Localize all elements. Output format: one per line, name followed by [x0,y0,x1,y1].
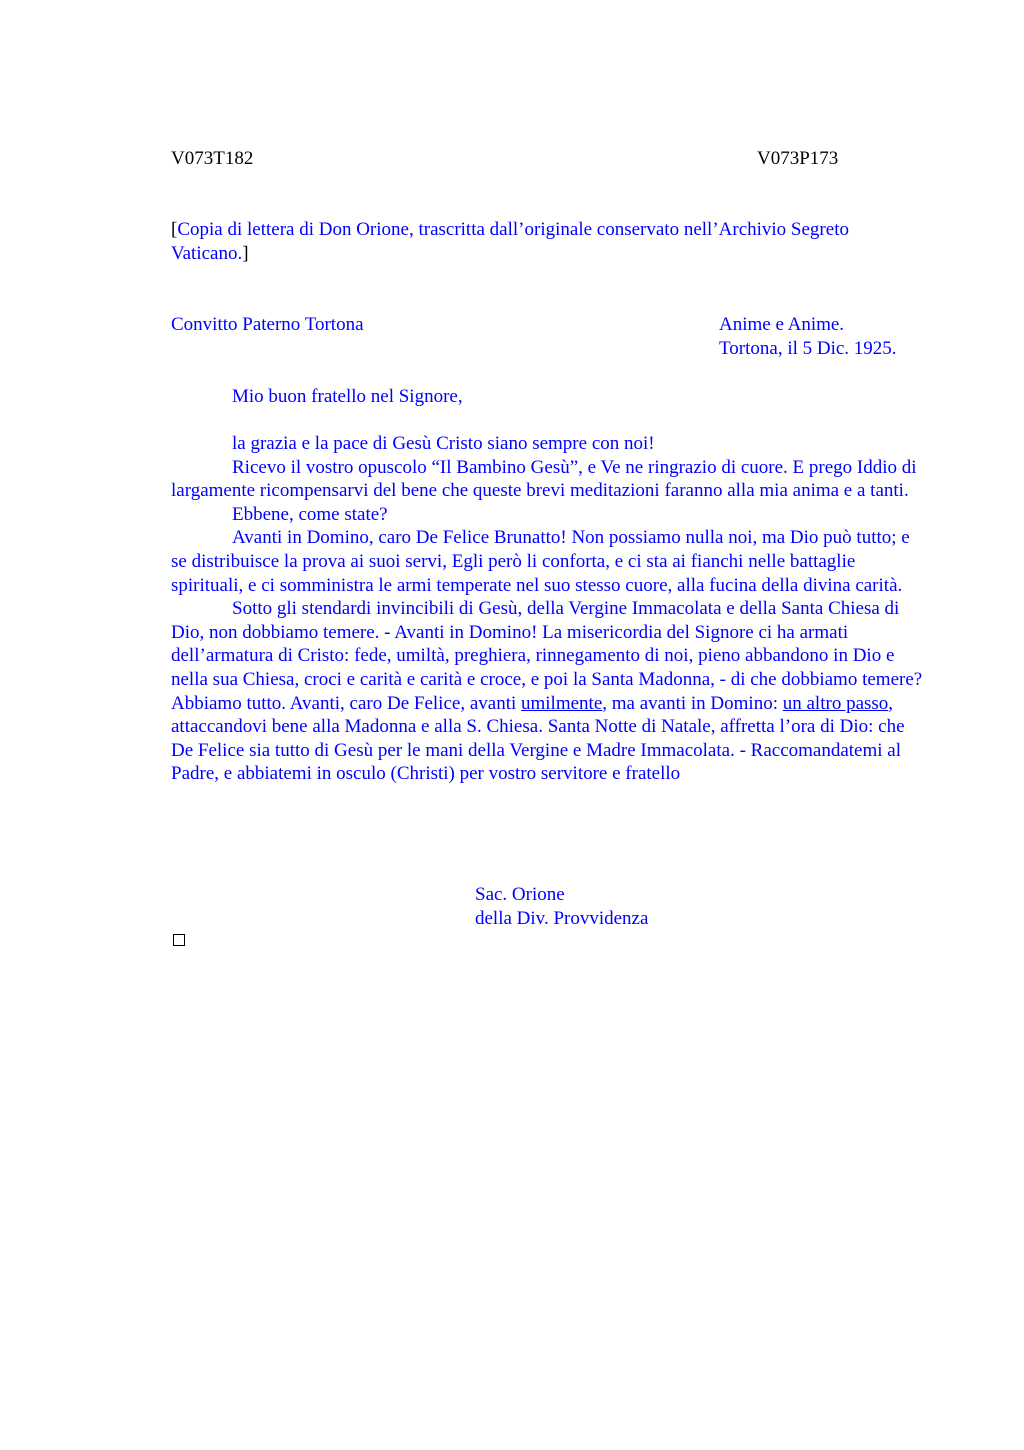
underlined-text: un altro passo [782,692,889,714]
body-text: , attaccandovi bene alla Madonna e alla S. Chiesa. Santa Notte di Natale, affretta l’ora di Dio: che De Felice sia tutto di Gesù per le mani della Vergine e Madre Immacolata. - Raccomandatemi al Padre, e abbiatemi in osculo (Christi) per vostro servitore e fratello [171,692,905,785]
note-open-bracket: [ [171,219,178,240]
body-paragraph: la grazia e la pace di Gesù Cristo siano sempre con noi! [232,433,655,454]
body-paragraph: Ebbene, come state? [232,503,388,525]
body-text: , ma avanti in Domino: [602,692,783,714]
body-paragraph: Ricevo il vostro opuscolo “Il Bambino Gesù”, e Ve ne ringrazio di cuore. E prego Iddio di largamente ricompensarvi del bene che queste brevi meditazioni faranno alla mia anima e a tanti. [171,456,917,502]
body-text: Sotto gli stendardi invincibili di Gesù, della Vergine Immacolata e della Santa Chiesa di Dio, non dobbiamo temere. - Avanti in Domino! La misericordia del Signore ci ha armati dell’armatura di Cristo: fede, umiltà, preghiera, rinnegamento di noi, pieno abbandono in Dio e nella sua Chiesa, croci e carità e carità e croce, e poi la Santa Madonna, - di che dobbiamo temere? Abbiamo tutto. Avanti, caro De Felice, avanti [171,598,923,714]
note-close-bracket: ] [242,242,249,264]
signature-title: della Div. Provvidenza [475,908,649,929]
editorial-note [171,218,923,265]
signature-name: Sac. Orione [475,884,565,905]
letter-body [171,432,923,786]
letterhead-place-date: Tortona, il 5 Dic. 1925. [719,338,897,359]
body-paragraph [171,597,923,786]
underlined-text: umilmente [521,692,603,714]
salutation: Mio buon fratello nel Signore, [232,386,463,407]
checkbox-icon [173,934,185,946]
note-text: Copia di lettera di Don Orione, trascritta dall’originale conservato nell’Archivio Segreto Vaticano. [171,219,849,264]
letterhead-sender: Convitto Paterno Tortona [171,314,364,335]
body-paragraph: Avanti in Domino, caro De Felice Brunatto! Non possiamo nulla noi, ma Dio può tutto; e se distribuisce la prova ai suoi servi, Egli però li conforta, e ci sta ai fianchi nelle battaglie spirituali, e ci somministra le armi temperate nel suo stesso cuore, alla fucina della divina carità. [171,527,910,596]
letterhead-motto: Anime e Anime. [719,314,845,335]
document-code-left: V073T182 [171,148,254,169]
document-code-right: V073P173 [757,148,839,169]
